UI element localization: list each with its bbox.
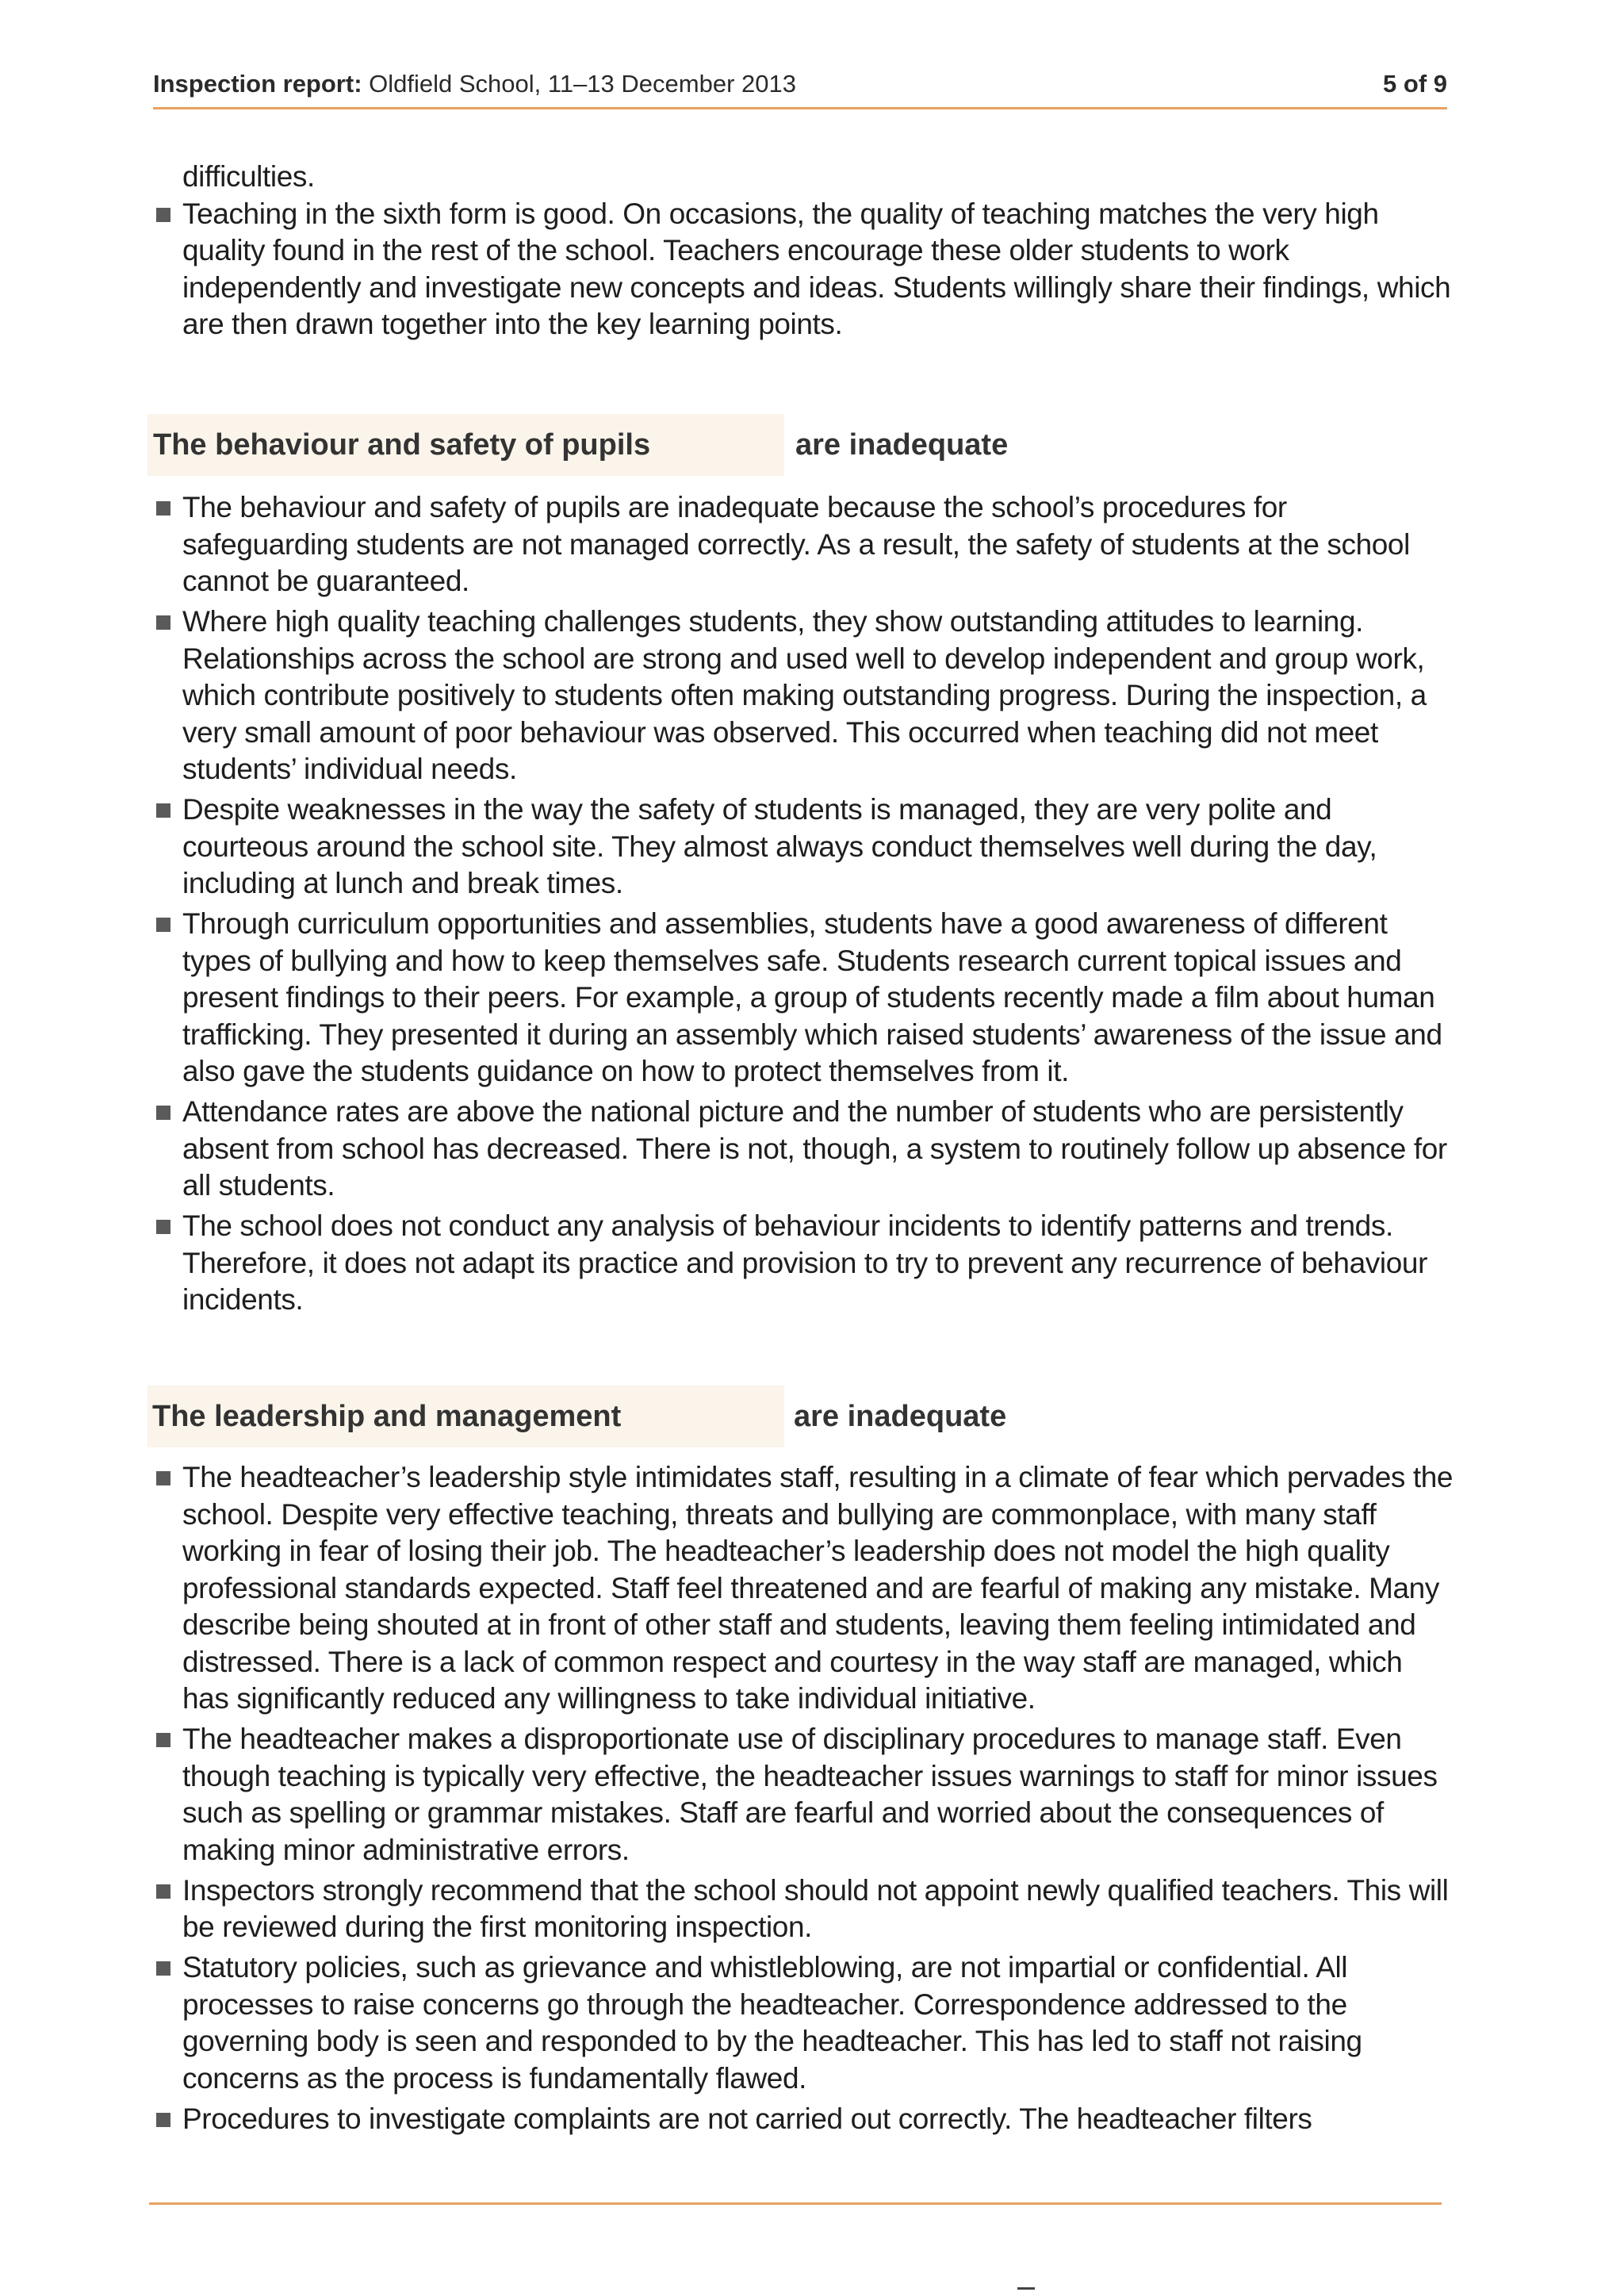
bullet-item [153, 1459, 1454, 1718]
bullet-text: Attendance rates are above the national picture and the number of students who are persistently absent from school has decreased. There is not, though, a system to routinely follow up absence for all students. [182, 1095, 1447, 1202]
bullet-square-icon [156, 918, 170, 932]
section-heading-leadership [147, 1386, 1448, 1447]
bullet-square-icon [156, 208, 170, 222]
school-name-date: Oldfield School, 11–13 December 2013 [369, 70, 796, 98]
intro-section [153, 159, 1454, 347]
heading-title: The leadership and management [152, 1400, 622, 1433]
section-heading-behaviour [147, 414, 1448, 476]
heading-judgement: are inadequate [795, 428, 1009, 462]
bullet-text: Procedures to investigate complaints are not carried out correctly. The headteacher filters [182, 2102, 1312, 2135]
bullet-text: Teaching in the sixth form is good. On occasions, the quality of teaching matches the very high quality found in the rest of the school. Teachers encourage these older students to work independently and investigate new concepts and ideas. Students willingly share their findings, which are then drawn together into the key learning points. [182, 197, 1451, 340]
bullet-item [153, 604, 1454, 788]
report-label: Inspection report: [153, 70, 362, 98]
behaviour-bullet-list [153, 489, 1454, 1319]
leadership-section [153, 1459, 1454, 2141]
bullet-item [153, 906, 1454, 1091]
bullet-square-icon [156, 1733, 170, 1747]
bullet-text: The school does not conduct any analysis of behaviour incidents to identify patterns and trends. Therefore, it does not adapt its practice and provision to try to prevent any recurrence of behaviour incidents. [182, 1209, 1427, 1316]
bullet-text: Through curriculum opportunities and assemblies, students have a good awareness of different types of bullying and how to keep themselves safe. Students research current topical issues and present findings to their peers. For example, a group of students recently made a film about human trafficking. They presented it during an assembly which raised students’ awareness of the issue and also gave the students guidance on how to protect themselves from it. [182, 907, 1442, 1087]
bullet-item [153, 1949, 1454, 2097]
bullet-text: The headteacher’s leadership style intimidates staff, resulting in a climate of fear which pervades the school. Despite very effective teaching, threats and bullying are commonplace, with many staff working in fear of losing their job. The headteacher’s leadership does not model the high quality professional standards expected. Staff feel threatened and are fearful of making any mistake. Many describe being shouted at in front of other staff and students, leaving them feeling intimidated and distressed. There is a lack of common respect and courtesy in the way staff are managed, which has significantly reduced any willingness to take individual initiative. [182, 1461, 1454, 1715]
header-divider [153, 107, 1447, 109]
bullet-square-icon [156, 1961, 170, 1976]
heading-title: The behaviour and safety of pupils [153, 428, 651, 462]
behaviour-section [153, 489, 1454, 1322]
leadership-bullet-list [153, 1459, 1454, 2137]
bullet-text: Statutory policies, such as grievance and whistleblowing, are not impartial or confidential. All processes to raise concerns go through the headteacher. Correspondence addressed to the governing body is seen and responded to by the headteacher. This has led to staff not raising concerns as the process is fundamentally flawed. [182, 1951, 1362, 2095]
bullet-square-icon [156, 803, 170, 818]
continuation-text: difficulties. [182, 160, 315, 193]
intro-bullet-list [153, 196, 1454, 343]
footer-divider [149, 2202, 1442, 2205]
bullet-item [153, 489, 1454, 600]
bullet-item [153, 1721, 1454, 1869]
bullet-square-icon [156, 1106, 170, 1120]
bullet-item [153, 2101, 1454, 2138]
bullet-item [153, 1872, 1454, 1946]
page-number: 5 of 9 [1383, 70, 1447, 98]
bullet-text: The headteacher makes a disproportionate use of disciplinary procedures to manage staff. Even though teaching is typically very effective, the headteacher issues warnings to staff for minor issues such as spelling or grammar mistakes. Staff are fearful and worried about the consequences of making minor administrative errors. [182, 1723, 1438, 1866]
bullet-text: The behaviour and safety of pupils are inadequate because the school’s procedures for safeguarding students are not managed correctly. As a result, the safety of students at the school cannot be guaranteed. [182, 491, 1410, 597]
bullet-text: Where high quality teaching challenges students, they show outstanding attitudes to learning. Relationships across the school are strong and used well to develop independent and group work, which contribute positively to students often making outstanding progress. During the inspection, a very small amount of poor behaviour was observed. This occurred when teaching did not meet students’ individual needs. [182, 605, 1427, 785]
bullet-text: Despite weaknesses in the way the safety of students is managed, they are very polite and courteous around the school site. They almost always conduct themselves well during the day, including at lunch and break times. [182, 793, 1377, 899]
bullet-square-icon [156, 1471, 170, 1485]
footer-mark [1017, 2287, 1035, 2290]
heading-judgement: are inadequate [794, 1400, 1007, 1433]
bullet-square-icon [156, 501, 170, 516]
bullet-square-icon [156, 2113, 170, 2127]
bullet-item [153, 792, 1454, 903]
bullet-item [153, 1094, 1454, 1205]
bullet-square-icon [156, 1884, 170, 1899]
bullet-item [153, 1208, 1454, 1319]
bullet-square-icon [156, 615, 170, 630]
bullet-square-icon [156, 1220, 170, 1234]
page-header [153, 67, 1447, 102]
bullet-item [153, 196, 1454, 343]
bullet-text: Inspectors strongly recommend that the school should not appoint newly qualified teachers. This will be reviewed during the first monitoring inspection. [182, 1873, 1449, 1943]
